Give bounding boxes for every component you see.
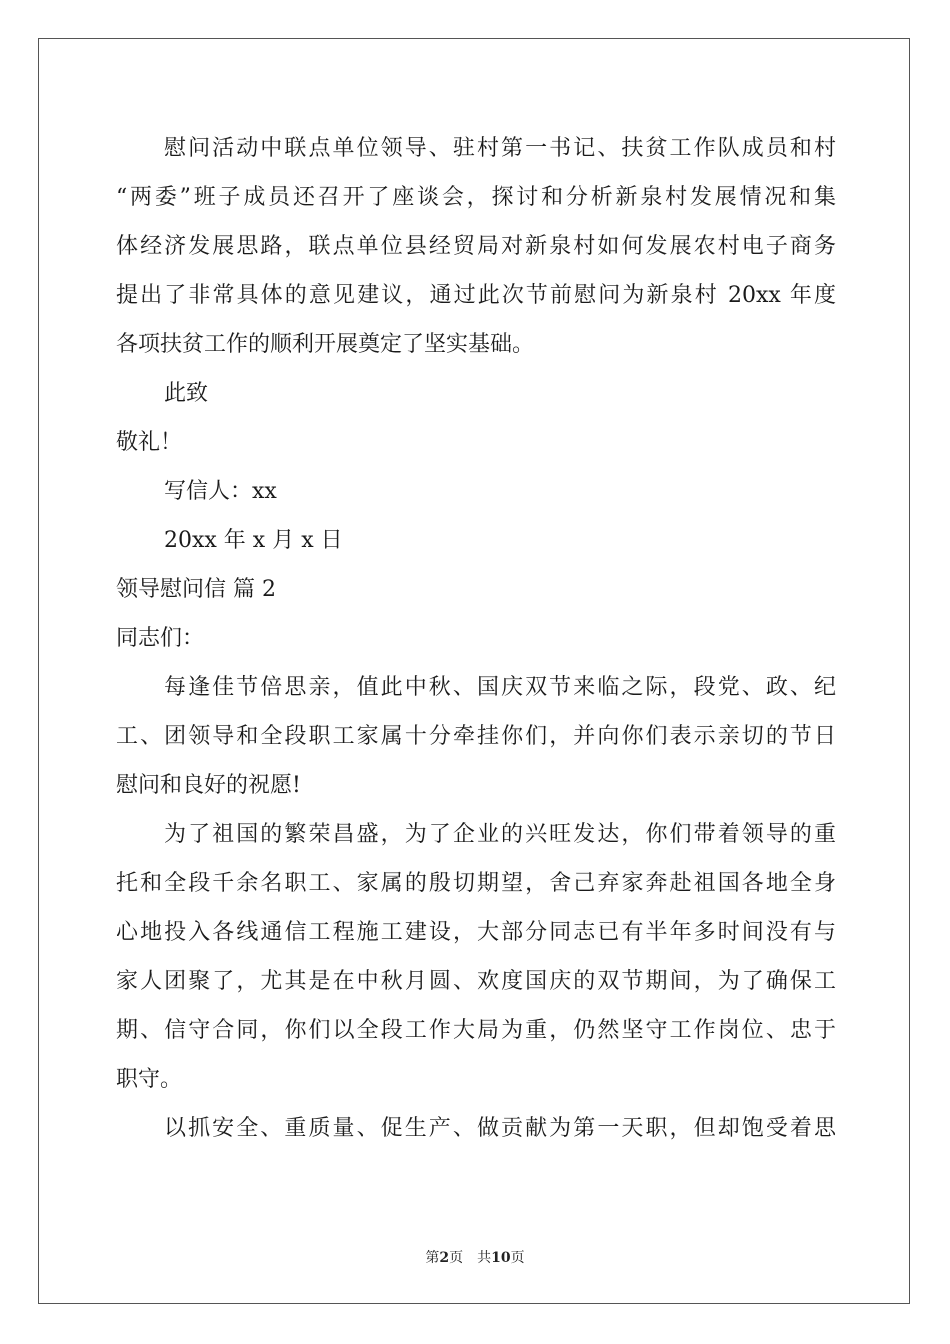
text-line: 慰问和良好的祝愿!: [116, 773, 301, 798]
text-line: 以抓安全、重质量、促生产、做贡献为第一天职，但却饱受着思: [164, 1116, 836, 1141]
footer-suffix: 页: [510, 1250, 525, 1266]
text-line: 此致: [164, 381, 209, 406]
text-line: 工、团领导和全段职工家属十分牵挂你们，并向你们表示亲切的节日: [116, 724, 836, 749]
document-body: [116, 124, 836, 1153]
text-line: 同志们：: [116, 626, 205, 651]
footer-total-pages: 10: [491, 1250, 511, 1266]
text-line: 体经济发展思路，联点单位县经贸局对新泉村如何发展农村电子商务: [116, 234, 836, 259]
text-line: 慰问活动中联点单位领导、驻村第一书记、扶贫工作队成员和村: [164, 136, 836, 161]
text-line: 20xx 年 x 月 x 日: [164, 528, 343, 553]
footer-page-number: 2: [439, 1250, 450, 1266]
text-line: 托和全段千余名职工、家属的殷切期望，舍己弃家奔赴祖国各地全身: [116, 871, 836, 896]
footer-prefix: 第: [425, 1250, 440, 1266]
text-line: 每逢佳节倍思亲，值此中秋、国庆双节来临之际，段党、政、纪: [164, 675, 836, 700]
text-line: “两委”班子成员还召开了座谈会，探讨和分析新泉村发展情况和集: [116, 185, 836, 210]
text-line: 领导慰问信 篇 2: [116, 577, 276, 602]
text-line: 心地投入各线通信工程施工建设，大部分同志已有半年多时间没有与: [116, 920, 836, 945]
text-line: 各项扶贫工作的顺利开展奠定了坚实基础。: [116, 332, 535, 357]
text-line: 写信人：xx: [164, 479, 277, 504]
text-line: 家人团聚了，尤其是在中秋月圆、欢度国庆的双节期间，为了确保工: [116, 969, 836, 994]
text-line: 期、信守合同，你们以全段工作大局为重，仍然坚守工作岗位、忠于: [116, 1018, 836, 1043]
text-line: 敬礼！: [116, 430, 183, 455]
text-line: 为了祖国的繁荣昌盛，为了企业的兴旺发达，你们带着领导的重: [164, 822, 836, 847]
text-line: 提出了非常具体的意见建议，通过此次节前慰问为新泉村 20xx 年度: [116, 283, 836, 308]
text-line: 职守。: [116, 1067, 183, 1092]
footer-mid: 页 共: [449, 1250, 492, 1266]
page-footer: [0, 1247, 950, 1267]
